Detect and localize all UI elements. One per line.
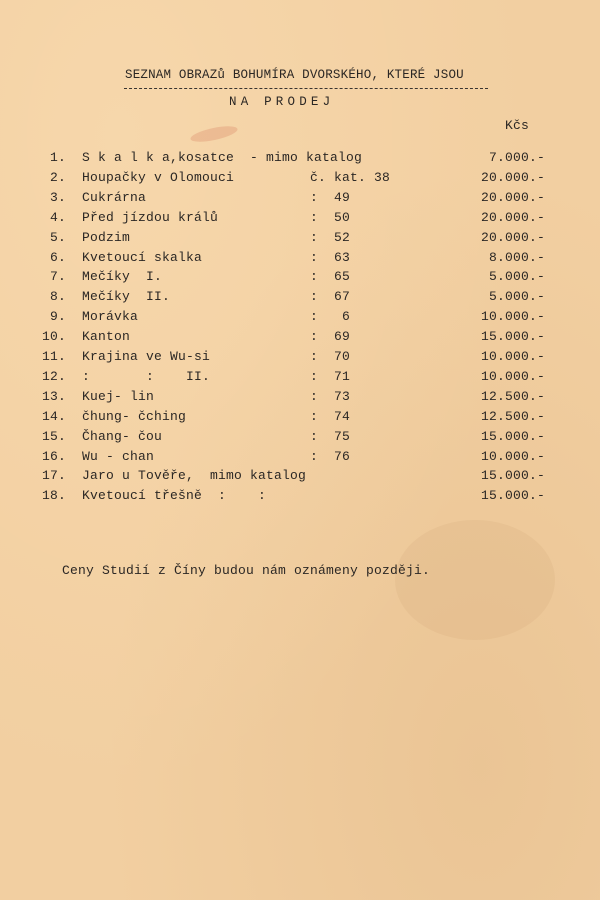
- painting-title: čhung- čching: [82, 408, 187, 424]
- painting-row: [0, 429, 600, 449]
- currency-column-header: Kčs: [505, 118, 530, 133]
- painting-price: 12.500.-: [480, 408, 545, 424]
- painting-price: 15.000.-: [480, 329, 545, 345]
- painting-title: Čhang- čou: [82, 428, 163, 444]
- painting-title: Wu - chan: [82, 448, 155, 464]
- painting-price: 7.000.-: [488, 150, 545, 165]
- painting-row: [0, 349, 600, 369]
- painting-row: [0, 309, 600, 329]
- painting-title: Mečíky I.: [82, 269, 163, 285]
- painting-price: 10.000.-: [480, 448, 545, 464]
- painting-row: [0, 409, 600, 429]
- painting-number: 14.: [41, 408, 66, 424]
- painting-title: Krajina ve Wu-si: [82, 349, 211, 364]
- painting-title: S k a l k a,kosatce - mimo katalog: [82, 150, 363, 165]
- painting-price: 20.000.-: [480, 189, 545, 205]
- painting-number: 11.: [41, 349, 66, 364]
- painting-title: Před jízdou králů: [82, 209, 219, 225]
- painting-row: [0, 289, 600, 309]
- painting-price: 15.000.-: [480, 468, 545, 484]
- painting-price: 12.500.-: [480, 388, 545, 404]
- catalog-number: : 76: [310, 448, 351, 464]
- painting-title: Houpačky v Olomouci: [82, 169, 235, 185]
- painting-number: 4.: [49, 209, 66, 225]
- document-title: SEZNAM OBRAZů BOHUMÍRA DVORSKÉHO, KTERÉ JSOU: [125, 68, 464, 82]
- painting-row: [0, 449, 600, 469]
- painting-row: [0, 488, 600, 508]
- painting-price: 10.000.-: [480, 309, 545, 325]
- painting-title: Podzim: [82, 229, 131, 245]
- painting-row: [0, 250, 600, 270]
- document-subtitle: NA PRODEJ: [229, 95, 335, 109]
- painting-number: 3.: [49, 189, 66, 205]
- painting-row: [0, 329, 600, 349]
- painting-number: 7.: [49, 269, 66, 285]
- painting-title: Cukrárna: [82, 189, 147, 205]
- catalog-number: : 6: [310, 309, 351, 325]
- painting-number: 2.: [49, 169, 66, 185]
- painting-row: [0, 389, 600, 409]
- catalog-number: : 73: [310, 388, 351, 404]
- painting-row: [0, 369, 600, 389]
- catalog-number: : 67: [310, 289, 351, 305]
- paper-stain: [395, 520, 555, 640]
- painting-price: 10.000.-: [480, 368, 545, 384]
- catalog-number: : 69: [310, 329, 351, 345]
- painting-number: 8.: [49, 289, 66, 305]
- painting-row: [0, 210, 600, 230]
- catalog-number: : 70: [310, 349, 351, 364]
- painting-title: Kvetoucí skalka: [82, 249, 203, 265]
- painting-price: 8.000.-: [488, 249, 545, 265]
- painting-number: 12.: [41, 368, 66, 384]
- painting-number: 10.: [41, 329, 66, 345]
- painting-price: 20.000.-: [480, 229, 545, 245]
- painting-number: 5.: [49, 229, 66, 245]
- title-underline: [124, 88, 488, 89]
- catalog-number: : 52: [310, 229, 351, 245]
- footer-note: Ceny Studií z Číny budou nám oznámeny později.: [62, 563, 431, 578]
- painting-number: 15.: [41, 428, 66, 444]
- painting-price: 20.000.-: [480, 169, 545, 185]
- painting-title: Jaro u Tověře, mimo katalog: [82, 468, 307, 484]
- painting-row: [0, 170, 600, 190]
- painting-title: : : II.: [82, 368, 211, 384]
- painting-row: [0, 230, 600, 250]
- catalog-number: č. kat. 38: [310, 169, 391, 185]
- painting-number: 9.: [49, 309, 66, 325]
- painting-price: 5.000.-: [488, 289, 545, 305]
- catalog-number: : 74: [310, 408, 351, 424]
- painting-price: 5.000.-: [488, 269, 545, 285]
- catalog-number: : 71: [310, 368, 351, 384]
- painting-number: 6.: [49, 249, 66, 265]
- paper-stain: [189, 123, 238, 145]
- catalog-number: : 50: [310, 209, 351, 225]
- painting-row: [0, 269, 600, 289]
- painting-price: 15.000.-: [480, 428, 545, 444]
- catalog-number: : 75: [310, 428, 351, 444]
- painting-row: [0, 150, 600, 170]
- catalog-number: : 49: [310, 189, 351, 205]
- painting-number: 1.: [49, 150, 66, 165]
- painting-row: [0, 190, 600, 210]
- painting-number: 17.: [41, 468, 66, 484]
- painting-title: Morávka: [82, 309, 139, 325]
- painting-title: Mečíky II.: [82, 289, 171, 305]
- catalog-number: : 63: [310, 249, 351, 265]
- painting-price: 20.000.-: [480, 209, 545, 225]
- painting-price: 10.000.-: [480, 349, 545, 364]
- painting-number: 16.: [41, 448, 66, 464]
- painting-title: Kuej- lin: [82, 388, 155, 404]
- catalog-number: : 65: [310, 269, 351, 285]
- painting-number: 18.: [41, 488, 66, 504]
- painting-title: Kanton: [82, 329, 131, 345]
- painting-price: 15.000.-: [480, 488, 545, 504]
- painting-number: 13.: [41, 388, 66, 404]
- painting-title: Kvetoucí třešně : :: [82, 488, 267, 504]
- painting-row: [0, 468, 600, 488]
